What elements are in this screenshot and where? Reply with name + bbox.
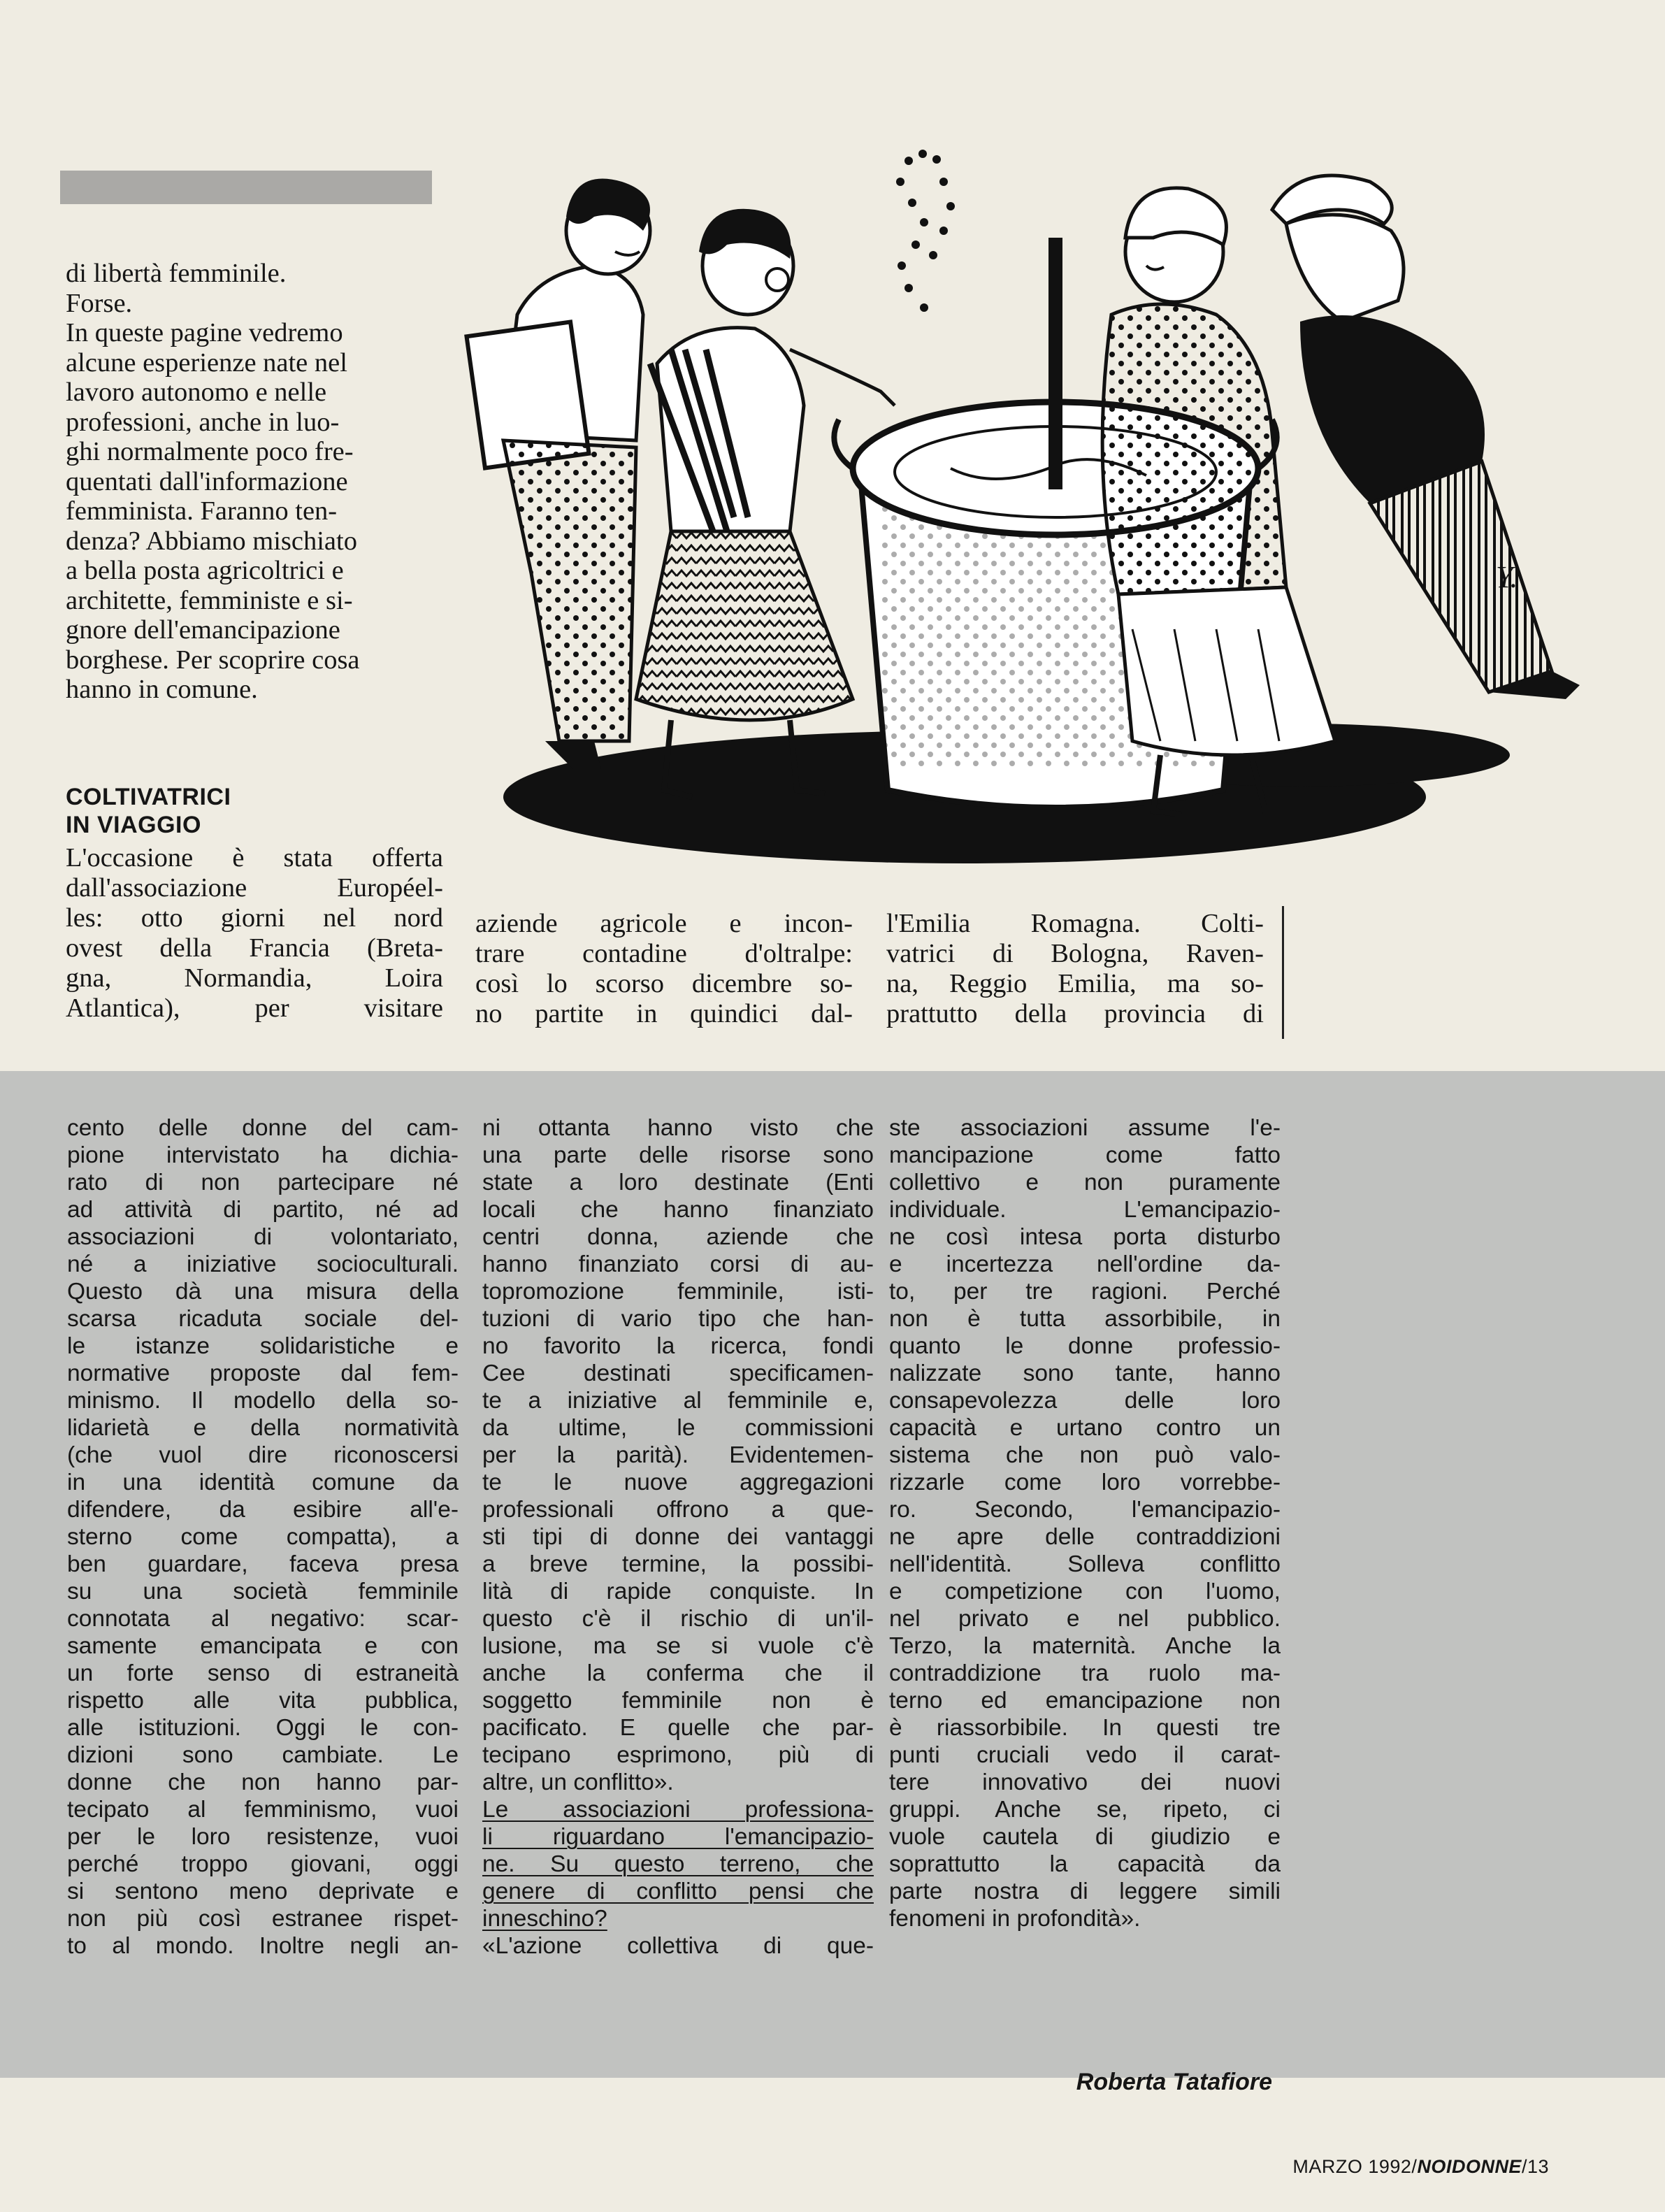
body-line: L'occasione è stata offerta bbox=[66, 843, 443, 872]
interview-question-line: genere di conflitto pensi che bbox=[482, 1879, 874, 1904]
intro-line: denza? Abbiamo mischiato bbox=[66, 526, 357, 556]
interview-column-1 bbox=[67, 1114, 459, 1960]
column-line: per le loro resistenze, vuoi bbox=[67, 1824, 459, 1850]
column-line: parte nostra di leggere simili bbox=[889, 1879, 1281, 1904]
column-line: sti tipi di donne dei vantaggi bbox=[482, 1524, 874, 1550]
column-line: terno ed emancipazione non bbox=[889, 1688, 1281, 1714]
column-line: rizzarle come loro vorrebbe- bbox=[889, 1470, 1281, 1495]
column-line: dizioni sono cambiate. Le bbox=[67, 1742, 459, 1768]
column-line: rispetto alle vita pubblica, bbox=[67, 1688, 459, 1714]
body-paragraph-1 bbox=[66, 843, 443, 1024]
intro-line: a bella posta agricoltrici e bbox=[66, 556, 344, 585]
interview-column-2 bbox=[482, 1114, 874, 1960]
woman-stirring bbox=[1102, 188, 1335, 814]
body-line: les: otto giorni nel nord bbox=[66, 903, 443, 933]
column-line: punti cruciali vedo il carat- bbox=[889, 1742, 1281, 1768]
body-line: dall'associazione Européel- bbox=[66, 873, 443, 903]
intro-line: quentati dall'informazione bbox=[66, 466, 348, 496]
intro-line: Forse. bbox=[66, 288, 133, 318]
column-line: pacificato. E quelle che par- bbox=[482, 1715, 874, 1741]
column-line: e competizione con l'uomo, bbox=[889, 1579, 1281, 1604]
body-line: l'Emilia Romagna. Colti- bbox=[886, 909, 1264, 938]
interview-question-line: inneschino? bbox=[482, 1906, 607, 1932]
intro-line: hanno in comune. bbox=[66, 675, 258, 704]
body-line: aziende agricole e incon- bbox=[475, 909, 853, 938]
column-line: questo c'è il rischio di un'il- bbox=[482, 1606, 874, 1632]
column-line: cento delle donne del cam- bbox=[67, 1115, 459, 1141]
column-line: individuale. L'emancipazio- bbox=[889, 1197, 1281, 1223]
column-line: pione intervistato ha dichia- bbox=[67, 1142, 459, 1168]
stirring-spoon bbox=[1048, 238, 1062, 489]
column-line: Cee destinati specificamen- bbox=[482, 1360, 874, 1386]
illustrator-signature: Y. bbox=[1496, 560, 1518, 594]
column-line: state a loro destinate (Enti bbox=[482, 1170, 874, 1195]
column-line: e incertezza nell'ordine da- bbox=[889, 1251, 1281, 1277]
column-line: professionali offrono a que- bbox=[482, 1497, 874, 1523]
body-line: Atlantica), per visitare bbox=[66, 993, 443, 1023]
column-line: non più così estranee rispet- bbox=[67, 1906, 459, 1932]
column-line: donne che non hanno par- bbox=[67, 1769, 459, 1795]
column-line: ste associazioni assume l'e- bbox=[889, 1115, 1281, 1141]
column-line: altre, un conflitto». bbox=[482, 1769, 674, 1795]
column-line: si sentono meno deprivate e bbox=[67, 1879, 459, 1904]
header-grey-bar bbox=[60, 171, 432, 204]
column-line: nalizzate sono tante, hanno bbox=[889, 1360, 1281, 1386]
interview-question-line: li riguardano l'emancipazio- bbox=[482, 1824, 874, 1850]
body-line: no partite in quindici dal- bbox=[475, 999, 853, 1028]
column-line: tecipato al femminismo, vuoi bbox=[67, 1797, 459, 1823]
author-signature: Roberta Tatafiore bbox=[1076, 2069, 1272, 2095]
column-line: centri donna, aziende che bbox=[482, 1224, 874, 1250]
column-line: le istanze solidaristiche e bbox=[67, 1333, 459, 1359]
interview-column-3 bbox=[889, 1114, 1281, 1932]
column-line: anche la conferma che il bbox=[482, 1660, 874, 1686]
intro-paragraph bbox=[66, 259, 438, 705]
column-line: a breve termine, la possibi- bbox=[482, 1551, 874, 1577]
column-line: tecipano esprimono, più di bbox=[482, 1742, 874, 1768]
intro-line: gnore dell'emancipazione bbox=[66, 615, 340, 645]
column-line: una parte delle risorse sono bbox=[482, 1142, 874, 1168]
column-line: da ultime, le commissioni bbox=[482, 1415, 874, 1441]
column-line: connotata al negativo: scar- bbox=[67, 1606, 459, 1632]
column-line: nel privato e nel pubblico. bbox=[889, 1606, 1281, 1632]
column-line: ne apre delle contraddizioni bbox=[889, 1524, 1281, 1550]
column-line: mancipazione come fatto bbox=[889, 1142, 1281, 1168]
column-line: fenomeni in profondità». bbox=[889, 1906, 1141, 1932]
body-line: ovest della Francia (Breta- bbox=[66, 933, 443, 963]
column-line: tuzioni di vario tipo che han- bbox=[482, 1306, 874, 1332]
column-line: contraddizione tra ruolo ma- bbox=[889, 1660, 1281, 1686]
column-line: ne così intesa porta disturbo bbox=[889, 1224, 1281, 1250]
column-rule bbox=[1282, 906, 1284, 1039]
intro-line: professioni, anche in luo- bbox=[66, 407, 340, 437]
intro-line: alcune esperienze nate nel bbox=[66, 347, 347, 378]
column-line: ni ottanta hanno visto che bbox=[482, 1115, 874, 1141]
column-line: hanno finanziato corsi di au- bbox=[482, 1251, 874, 1277]
column-line: te a iniziative al femminile e, bbox=[482, 1388, 874, 1414]
column-line: «L'azione collettiva di que- bbox=[482, 1933, 874, 1959]
body-paragraph-3 bbox=[886, 909, 1264, 1029]
body-line: vatrici di Bologna, Raven- bbox=[886, 939, 1264, 968]
column-line: lidarietà e della normatività bbox=[67, 1415, 459, 1441]
column-line: lità di rapide conquiste. In bbox=[482, 1579, 874, 1604]
intro-line: borghese. Per scoprire cosa bbox=[66, 645, 360, 675]
column-line: no favorito la ricerca, fondi bbox=[482, 1333, 874, 1359]
column-line: non è tutta assorbibile, in bbox=[889, 1306, 1281, 1332]
column-line: Questo dà una misura della bbox=[67, 1279, 459, 1305]
body-line: prattutto della provincia di bbox=[886, 999, 1264, 1028]
column-line: è riassorbibile. In questi tre bbox=[889, 1715, 1281, 1741]
column-line: vuole cautela di giudizio e bbox=[889, 1824, 1281, 1850]
column-line: un forte senso di estraneità bbox=[67, 1660, 459, 1686]
column-line: scarsa ricaduta sociale del- bbox=[67, 1306, 459, 1332]
footer-date: MARZO 1992/ bbox=[1292, 2156, 1418, 2177]
column-line: né a iniziative socioculturali. bbox=[67, 1251, 459, 1277]
body-paragraph-2 bbox=[475, 909, 853, 1029]
interview-question-line: Le associazioni professiona- bbox=[482, 1797, 874, 1823]
intro-line: lavoro autonomo e nelle bbox=[66, 378, 327, 407]
woman-bending bbox=[1272, 175, 1580, 699]
column-line: te le nuove aggregazioni bbox=[482, 1470, 874, 1495]
page-footer bbox=[1292, 2156, 1549, 2178]
interview-question-line: ne. Su questo terreno, che bbox=[482, 1851, 874, 1877]
column-line: capacità e urtano contro un bbox=[889, 1415, 1281, 1441]
column-line: soggetto femminile non è bbox=[482, 1688, 874, 1714]
column-line: gruppi. Anche se, ripeto, ci bbox=[889, 1797, 1281, 1823]
woman-with-box bbox=[467, 179, 650, 769]
body-line: trare contadine d'oltralpe: bbox=[475, 939, 853, 968]
section-heading bbox=[66, 783, 443, 839]
intro-line: femminista. Faranno ten- bbox=[66, 496, 338, 526]
intro-line: architette, femministe e si- bbox=[66, 585, 353, 615]
column-line: per la parità). Evidentemen- bbox=[482, 1442, 874, 1468]
column-line: Terzo, la maternità. Anche la bbox=[889, 1633, 1281, 1659]
section-heading-line: IN VIAGGIO bbox=[66, 812, 201, 838]
column-line: minismo. Il modello della so- bbox=[67, 1388, 459, 1414]
column-line: sterno come compatta), a bbox=[67, 1524, 459, 1550]
column-line: associazioni di volontariato, bbox=[67, 1224, 459, 1250]
column-line: soprattutto la capacità da bbox=[889, 1851, 1281, 1877]
intro-line: di libertà femminile. bbox=[66, 259, 287, 288]
body-line: gna, Normandia, Loira bbox=[66, 963, 443, 993]
column-line: normative proposte dal fem- bbox=[67, 1360, 459, 1386]
column-line: samente emancipata e con bbox=[67, 1633, 459, 1659]
column-line: quanto le donne professio- bbox=[889, 1333, 1281, 1359]
column-line: collettivo e non puramente bbox=[889, 1170, 1281, 1195]
column-line: lusione, ma se si vuole c'è bbox=[482, 1633, 874, 1659]
body-line: così lo scorso dicembre so- bbox=[475, 969, 853, 998]
cooking-pot-illustration bbox=[461, 140, 1664, 874]
column-line: sistema che non può valo- bbox=[889, 1442, 1281, 1468]
column-line: locali che hanno finanziato bbox=[482, 1197, 874, 1223]
intro-line: ghi normalmente poco fre- bbox=[66, 437, 354, 466]
column-line: alle istituzioni. Oggi le con- bbox=[67, 1715, 459, 1741]
column-line: in una identità comune da bbox=[67, 1470, 459, 1495]
column-line: topromozione femminile, isti- bbox=[482, 1279, 874, 1305]
steam-dots bbox=[896, 150, 955, 312]
column-line: consapevolezza delle loro bbox=[889, 1388, 1281, 1414]
column-line: ben guardare, faceva presa bbox=[67, 1551, 459, 1577]
footer-page-number: /13 bbox=[1521, 2156, 1549, 2177]
column-line: tere innovativo dei nuovi bbox=[889, 1769, 1281, 1795]
section-heading-line: COLTIVATRICI bbox=[66, 784, 231, 810]
column-line: ro. Secondo, l'emancipazio- bbox=[889, 1497, 1281, 1523]
intro-line: In queste pagine vedremo bbox=[66, 318, 343, 347]
column-line: to, per tre ragioni. Perché bbox=[889, 1279, 1281, 1305]
column-line: (che vuol dire riconoscersi bbox=[67, 1442, 459, 1468]
column-line: rato di non partecipare né bbox=[67, 1170, 459, 1195]
column-line: to al mondo. Inoltre negli an- bbox=[67, 1933, 459, 1959]
column-line: su una società femminile bbox=[67, 1579, 459, 1604]
footer-magazine: NOIDONNE bbox=[1417, 2156, 1522, 2177]
column-line: nell'identità. Solleva conflitto bbox=[889, 1551, 1281, 1577]
column-line: perché troppo giovani, oggi bbox=[67, 1851, 459, 1877]
column-line: difendere, da esibire all'e- bbox=[67, 1497, 459, 1523]
body-line: na, Reggio Emilia, ma so- bbox=[886, 969, 1264, 998]
woman-with-wheat bbox=[636, 209, 895, 797]
column-line: ad attività di partito, né ad bbox=[67, 1197, 459, 1223]
